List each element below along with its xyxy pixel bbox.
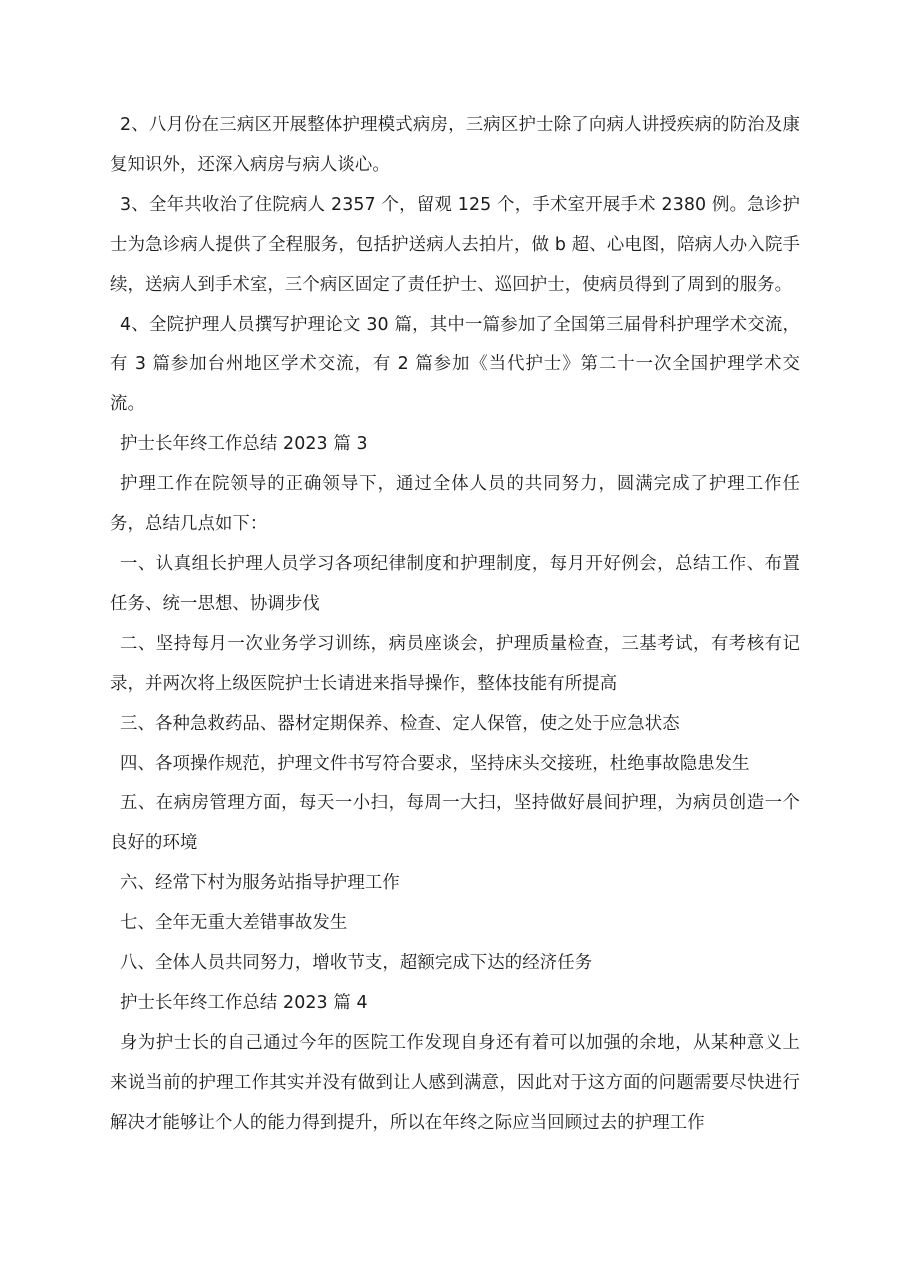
section-intro-paragraph: 护理工作在院领导的正确领导下，通过全体人员的共同努力，圆满完成了护理工作任务，总结几点如下： — [110, 474, 800, 535]
section-body-paragraph: 身为护士长的自己通过今年的医院工作发现自身还有着可以加强的余地，从某种意义上来说当前的护理工作其实并没有做到让人感到满意，因此对于这方面的问题需要尽快进行解决才能够让个人的能力得到提升，所以在年终之际应当回顾过去的护理工作 — [110, 1032, 800, 1133]
list-item-one: 一、认真组长护理人员学习各项纪律制度和护理制度，每月开好例会，总结工作、布置任务、统一思想、协调步伐 — [110, 553, 800, 614]
paragraph-item-4: 4、全院护理人员撰写护理论文 30 篇，其中一篇参加了全国第三届骨科护理学术交流，有 3 篇参加台州地区学术交流，有 2 篇参加《当代护士》第二十一次全国护理学术交流。 — [110, 314, 800, 415]
list-item-four: 四、各项操作规范，护理文件书写符合要求，坚持床头交接班，杜绝事故隐患发生 — [120, 753, 750, 774]
list-item-five: 五、在病房管理方面，每天一小扫，每周一大扫，坚持做好晨间护理，为病员创造一个良好的环境 — [110, 793, 800, 854]
paragraph-item-2: 2、八月份在三病区开展整体护理模式病房，三病区护士除了向病人讲授疾病的防治及康复知识外，还深入病房与病人谈心。 — [110, 115, 800, 175]
paragraph-item-3: 3、全年共收治了住院病人 2357 个，留观 125 个，手术室开展手术 2380 例。急诊护士为急诊病人提供了全程服务，包括护送病人去拍片，做 b 超、心电图，陪病人办入院手续，送病人到手术室，三个病区固定了责任护士、巡回护士，使病员得到了周到的服务。 — [110, 194, 800, 295]
list-item-six: 六、经常下村为服务站指导护理工作 — [120, 873, 400, 894]
list-item-two: 二、坚持每月一次业务学习训练，病员座谈会，护理质量检查，三基考试，有考核有记录，并两次将上级医院护士长请进来指导操作，整体技能有所提高 — [110, 633, 800, 694]
section-heading-part-3: 护士长年终工作总结 2023 篇 3 — [120, 434, 368, 455]
list-item-seven: 七、全年无重大差错事故发生 — [120, 913, 348, 934]
list-item-eight: 八、全体人员共同努力，增收节支，超额完成下达的经济任务 — [120, 953, 593, 974]
document-body — [110, 106, 800, 1144]
list-item-three: 三、各种急救药品、器材定期保养、检查、定人保管，使之处于应急状态 — [120, 713, 680, 734]
section-heading-part-4: 护士长年终工作总结 2023 篇 4 — [120, 992, 368, 1013]
